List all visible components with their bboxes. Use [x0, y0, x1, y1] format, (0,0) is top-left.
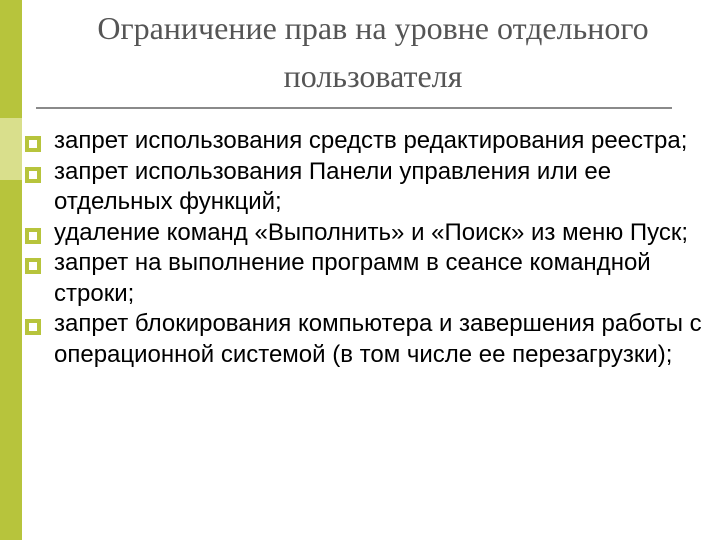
- bullet-item: [18, 126, 716, 157]
- bullet-text: удаление команд «Выполнить» и «Поиск» из меню Пуск;: [54, 218, 689, 246]
- hollow-square-bullet-icon: [24, 135, 42, 153]
- bullet-list: [18, 126, 716, 370]
- bullet-item: [18, 157, 716, 218]
- slide-title: [28, 4, 718, 100]
- bullet-item: [18, 248, 716, 309]
- bullet-text: запрет на выполнение программ в сеансе командной строки;: [54, 249, 651, 307]
- hollow-square-bullet-icon: [24, 227, 42, 245]
- bullet-item: [18, 309, 716, 370]
- bullet-text: запрет использования средств редактирования реестра;: [54, 127, 688, 154]
- bullet-text: запрет блокирования компьютера и завершения работы с операционной системой (в том числе ее перезагрузки);: [54, 310, 702, 368]
- slide-title-line-2: пользователя: [283, 58, 463, 94]
- hollow-square-bullet-icon: [24, 318, 42, 336]
- bullet-text: запрет использования Панели управления или ее отдельных функций;: [54, 157, 612, 215]
- hollow-square-bullet-icon: [24, 166, 42, 184]
- left-accent-bar-top: [0, 0, 22, 118]
- title-divider: [36, 107, 672, 109]
- hollow-square-bullet-icon: [24, 257, 42, 275]
- bullet-item: [18, 218, 716, 249]
- slide-title-line-1: Ограничение прав на уровне отдельного: [97, 10, 649, 46]
